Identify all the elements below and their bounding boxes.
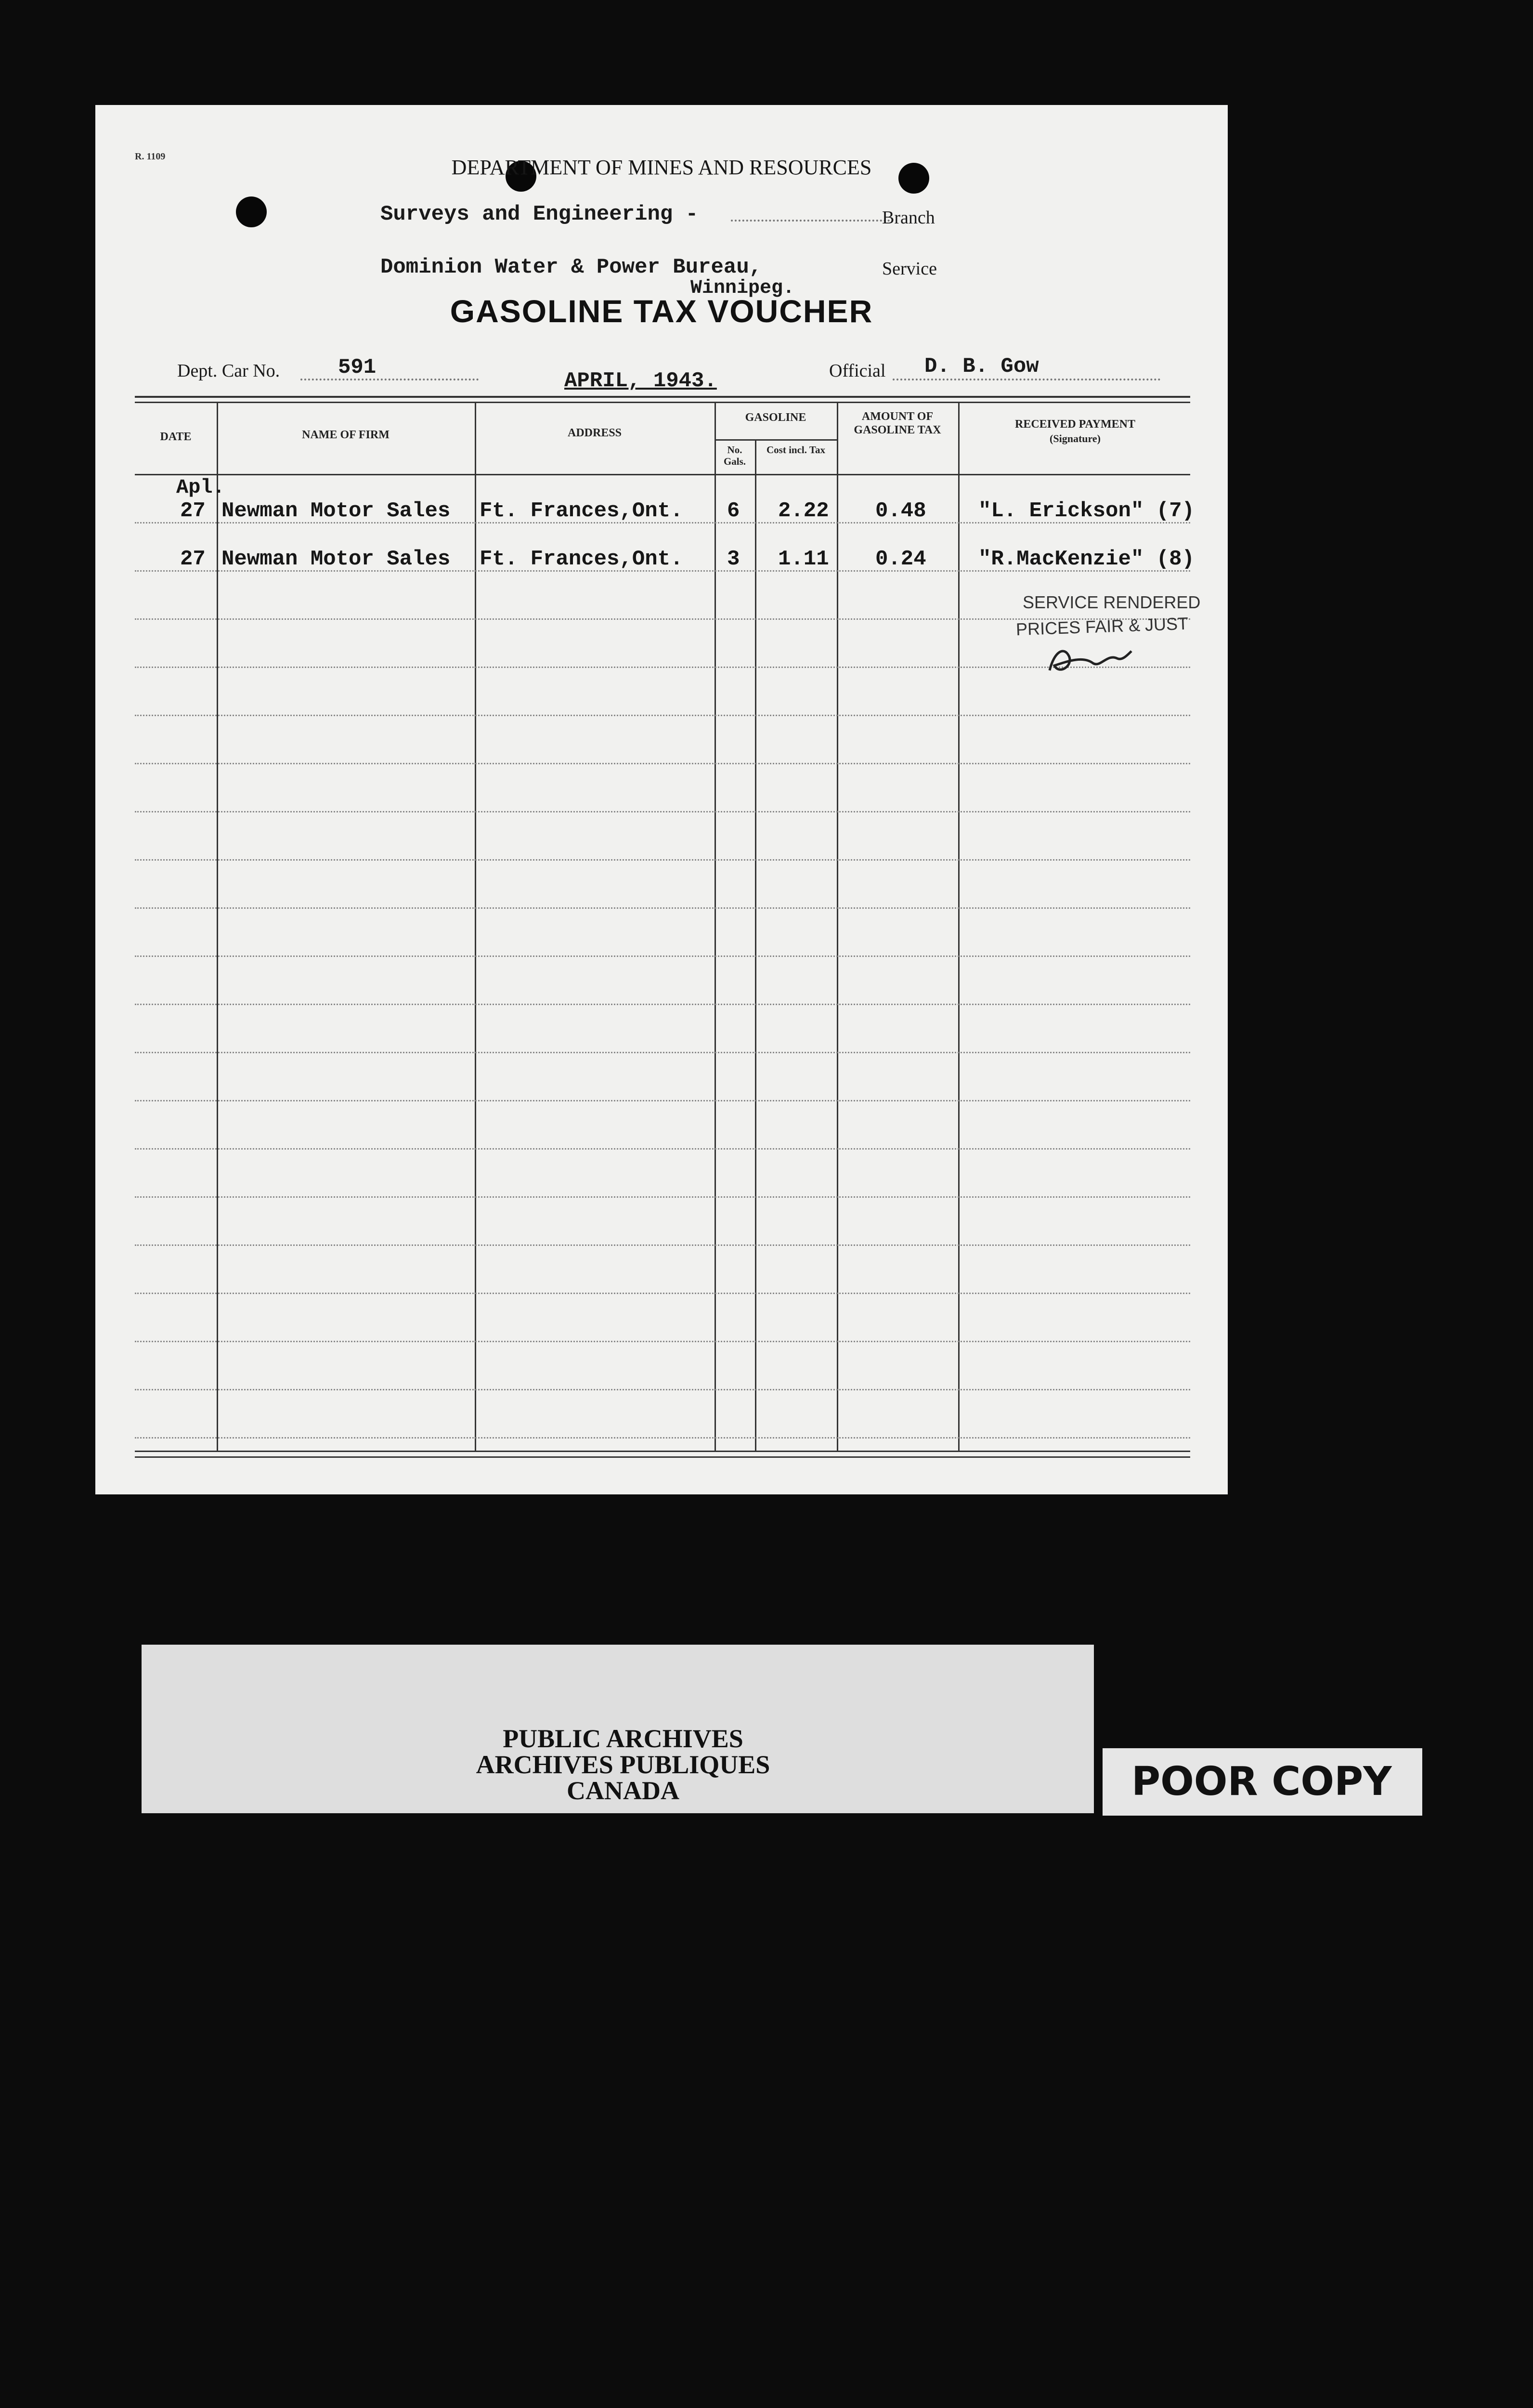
header-date: DATE <box>160 431 192 443</box>
table-bottom-rule <box>135 1451 1190 1452</box>
entry-firm: Newman Motor Sales <box>221 547 451 571</box>
entry-received: "R.MacKenzie" (8) <box>978 547 1195 571</box>
table-top-rule <box>135 396 1190 398</box>
row-line <box>135 1437 1190 1439</box>
entry-cost: 2.22 <box>778 499 829 523</box>
row-line <box>135 1052 1190 1053</box>
table-top-rule-inner <box>135 402 1190 403</box>
entry-tax: 0.24 <box>875 547 926 571</box>
form-number: R. 1109 <box>135 151 166 162</box>
header-firm: NAME OF FIRM <box>302 429 390 441</box>
row-line <box>135 1004 1190 1005</box>
car-dotted-line <box>300 379 479 380</box>
poor-copy-text: POOR COPY <box>1131 1759 1392 1805</box>
archive-label <box>142 1645 1094 1813</box>
row-line <box>135 1244 1190 1246</box>
punch-hole <box>236 196 267 227</box>
department-heading: DEPARTMENT OF MINES AND RESOURCES <box>451 156 872 179</box>
row-line <box>135 1341 1190 1342</box>
row-line <box>135 907 1190 909</box>
header-received: RECEIVED PAYMENT <box>1014 418 1136 431</box>
row-line <box>135 667 1190 668</box>
row-line <box>135 1148 1190 1150</box>
car-label: Dept. Car No. <box>177 361 280 381</box>
header-signature: (Signature) <box>1050 432 1101 445</box>
entry-gallons: 6 <box>727 499 740 523</box>
poor-copy-note <box>1103 1748 1422 1816</box>
entry-address: Ft. Frances,Ont. <box>480 547 683 571</box>
header-cost: Cost incl. Tax <box>766 444 825 456</box>
service-label: Service <box>882 259 937 279</box>
row-line <box>135 763 1190 764</box>
archive-line-1: PUBLIC ARCHIVES <box>503 1724 743 1753</box>
row-line <box>135 955 1190 957</box>
stamp-service-rendered: SERVICE RENDERED <box>1023 592 1201 612</box>
row-line <box>135 1100 1190 1101</box>
service-value: Dominion Water & Power Bureau, <box>380 255 762 279</box>
archive-line-2: ARCHIVES PUBLIQUES <box>476 1750 770 1779</box>
column-divider <box>755 439 756 1451</box>
entry-received: "L. Erickson" (7) <box>978 499 1195 523</box>
header-bottom-rule <box>135 474 1190 475</box>
header-gallons: No. Gals. <box>723 444 746 468</box>
entry-firm: Newman Motor Sales <box>221 499 451 523</box>
row-line <box>135 859 1190 861</box>
car-number: 591 <box>338 355 377 380</box>
stamp-prices-fair: PRICES FAIR & JUST <box>1015 613 1189 640</box>
entry-gallons: 3 <box>727 547 740 571</box>
voucher-sheet <box>95 105 1228 1494</box>
branch-dotted-line <box>731 220 890 222</box>
header-gasoline: GASOLINE <box>745 411 806 424</box>
header-address: ADDRESS <box>567 427 622 439</box>
archive-line-3: CANADA <box>567 1776 679 1805</box>
entry-address: Ft. Frances,Ont. <box>480 499 683 523</box>
table-bottom-rule-outer <box>135 1456 1190 1458</box>
official-dotted-line <box>893 379 1160 380</box>
official-name: D. B. Gow <box>924 354 1039 379</box>
gasoline-subheader-rule <box>715 439 837 441</box>
header-tax: AMOUNT OF GASOLINE TAX <box>854 410 941 436</box>
branch-label: Branch <box>882 208 935 228</box>
row-line <box>135 1389 1190 1390</box>
row-line <box>135 1196 1190 1198</box>
entry-tax: 0.48 <box>875 499 926 523</box>
branch-value: Surveys and Engineering - <box>380 202 699 226</box>
voucher-period: APRIL, 1943. <box>564 369 717 393</box>
row-line <box>135 715 1190 716</box>
voucher-title: GASOLINE TAX VOUCHER <box>450 293 873 329</box>
row-line <box>135 1293 1190 1294</box>
service-city: Winnipeg. <box>690 277 795 299</box>
row-line <box>135 811 1190 812</box>
entry-date: 27 <box>180 547 206 571</box>
entry-date: 27 <box>180 499 206 523</box>
initials-signature <box>1040 637 1136 680</box>
official-label: Official <box>829 361 886 381</box>
entry-cost: 1.11 <box>778 547 829 571</box>
month-label: Apl. <box>176 476 225 499</box>
